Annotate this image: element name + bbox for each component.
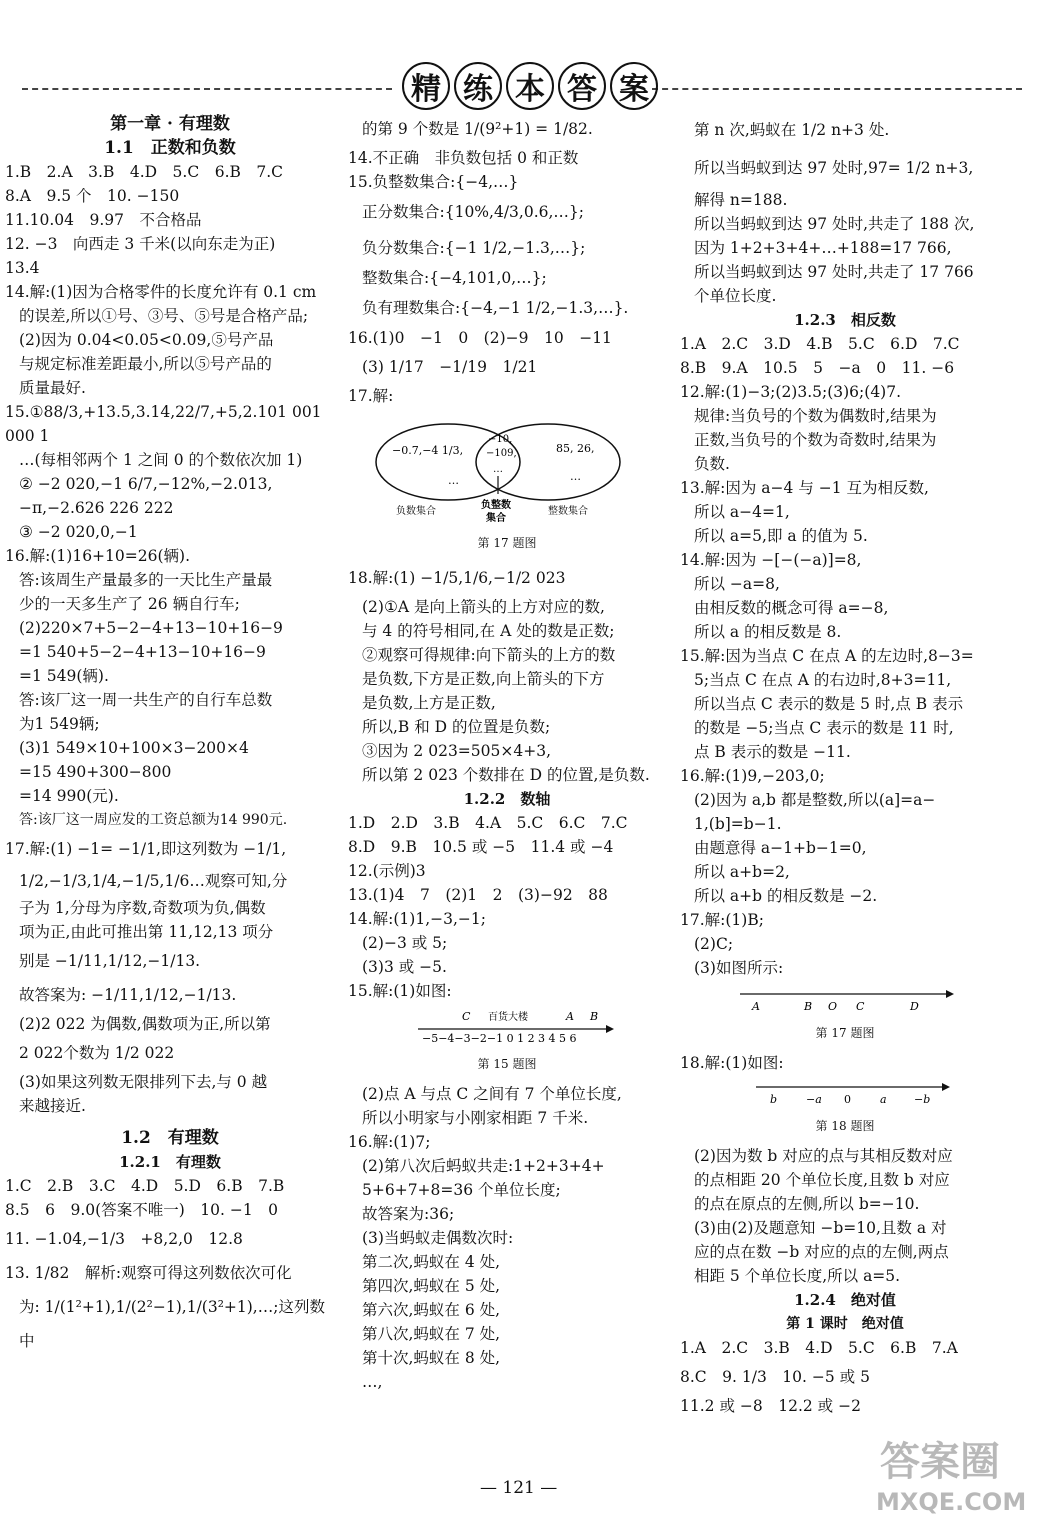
answer-line: 所以当点 C 表示的数是 5 时,点 B 表示 (694, 695, 964, 713)
answer-line: (3)3 或 −5. (362, 958, 447, 976)
answer-line: 规律:当负号的个数为偶数时,结果为 (694, 407, 937, 425)
venn-left-ellipsis: … (448, 474, 459, 487)
header-banner (22, 62, 1022, 108)
answer-line: 15.负整数集合:{−4,…} (348, 173, 519, 191)
column-left (5, 112, 335, 1358)
answer-line: 应的点在数 −b 对应的点的左侧,两点 (694, 1243, 949, 1261)
point-label-b: B (590, 1010, 599, 1023)
watermark-logo: 答案圈 (880, 1438, 1000, 1485)
banner-rule-left (22, 88, 392, 90)
answer-line: 整数集合:{−4,101,0,…}; (362, 269, 547, 287)
answer-line: 正数,当负号的个数为奇数时,结果为 (694, 431, 937, 449)
answer-line: 为1 549辆; (19, 715, 100, 733)
section-title: 1.1 正数和负数 (104, 138, 236, 158)
venn-right-ellipsis: … (570, 470, 581, 483)
answer-line: (2)①A 是向上箭头的上方对应的数, (362, 598, 605, 616)
answer-line: 与规定标准差距最小,所以⑤号产品的 (19, 355, 272, 373)
answer-line: 17.解: (348, 387, 394, 405)
answer-line: 16.解:(1)16+10=26(辆). (5, 547, 190, 565)
answer-line: 8.C 9. 1/3 10. −5 或 5 (680, 1368, 870, 1386)
answer-line: (3)由(2)及题意知 −b=10,且数 a 对 (694, 1219, 947, 1237)
answer-line: 所以 a−4=1, (694, 503, 790, 521)
answer-line: =1 549(辆). (19, 667, 109, 685)
venn-label-negint-2: 集合 (486, 513, 506, 524)
axis-arrow (606, 1025, 614, 1033)
answer-line: 15.①88/3,+13.5,3.14,22/7,+5,2.101 001 000 1 (5, 403, 327, 445)
banner-char: 案 (610, 62, 658, 110)
answer-line: 第 n 次,蚂蚁在 1/2 n+3 处. (694, 121, 890, 139)
answer-line: (3) 1/17 −1/19 1/21 (362, 358, 538, 376)
answer-line: (2)因为 a,b 都是整数,所以(a]=a− (694, 791, 936, 809)
point-label-o: O (828, 1000, 838, 1013)
answer-line: (2)C; (694, 935, 734, 953)
answer-line: (2)因为数 b 对应的点与其相反数对应 (694, 1147, 953, 1165)
answer-line: =14 990(元). (19, 787, 119, 805)
answer-line: 是负数,上方是正数, (362, 694, 496, 712)
banner-rule-right (652, 88, 1022, 90)
answer-line: 所以当蚂蚁到达 97 处时,共走了 17 766 (694, 263, 974, 281)
answer-line: (2)−3 或 5; (362, 934, 448, 952)
answer-line: 由题意得 a−1+b−1=0, (694, 839, 867, 857)
answer-line: 第八次,蚂蚁在 7 处, (362, 1325, 501, 1343)
point-label-c: C (462, 1010, 471, 1023)
chapter-title: 第一章 · 有理数 (110, 114, 230, 134)
number-line-figure (348, 1009, 666, 1076)
answer-line: 第四次,蚂蚁在 5 处, (362, 1277, 501, 1295)
venn-label-negative: 负数集合 (396, 506, 436, 517)
point-label-store: 百货大楼 (488, 1012, 528, 1023)
answer-line: 14.解:因为 −[−(−a)]=8, (680, 551, 862, 569)
tick-labels: −5−4−3−2−1 0 1 2 3 4 5 6 (422, 1032, 577, 1045)
answer-line: =15 490+300−800 (19, 763, 172, 781)
number-line-figure (680, 986, 1010, 1045)
answer-line: 所以当蚂蚁到达 97 处时,共走了 188 次, (694, 215, 975, 233)
answer-line: 项为正,由此可推出第 11,12,13 项分 (19, 923, 274, 941)
answer-line: 13. 1/82 解析:观察可得这列数依次可化 (5, 1264, 292, 1282)
answer-line: (3)当蚂蚁走偶数次时: (362, 1229, 514, 1247)
answer-line: 12.解:(1)−3;(2)3.5;(3)6;(4)7. (680, 383, 902, 401)
point-label-a: A (752, 1000, 760, 1013)
answer-line: 8.D 9.B 10.5 或 −5 11.4 或 −4 (348, 838, 614, 856)
answer-line: (3)如果这列数无限排列下去,与 0 越 (19, 1073, 268, 1091)
answer-line: ③ −2 020,0,−1 (19, 523, 138, 541)
answer-line: 的数是 −5;当点 C 表示的数是 11 时, (694, 719, 954, 737)
answer-line: 14.不正确 非负数包括 0 和正数 (348, 149, 579, 167)
axis-arrow (942, 1083, 950, 1091)
answer-line: 17.解:(1)B; (680, 911, 764, 929)
answer-line: (3)如图所示: (694, 959, 784, 977)
answer-line: 由相反数的概念可得 a=−8, (694, 599, 889, 617)
answer-line: 所以 −a=8, (694, 575, 780, 593)
figure-caption: 第 17 题图 (477, 536, 537, 550)
number-line-17 (680, 986, 980, 1014)
figure-caption: 第 15 题图 (477, 1057, 537, 1071)
venn-mid-text: −10, (488, 434, 513, 445)
axis-arrow (946, 990, 954, 998)
answer-line: 所以 a+b=2, (694, 863, 790, 881)
answer-line: 质量最好. (19, 379, 86, 397)
subsection-title: 1.2.3 相反数 (794, 311, 896, 329)
venn-label-negint: 负整数 (481, 500, 511, 511)
number-line-figure (680, 1081, 1010, 1138)
section-title: 1.2 有理数 (121, 1128, 219, 1148)
answer-line: 13.4 (5, 259, 40, 277)
answer-line: (2)2 022 为偶数,偶数项为正,所以第 (19, 1015, 271, 1033)
answer-line: ③因为 2 023=505×4+3, (362, 742, 551, 760)
answer-line: 子为 1,分母为序数,奇数项为负,偶数 (19, 899, 266, 917)
answer-line: 点 B 表示的数是 −11. (694, 743, 851, 761)
answer-line: …(每相邻两个 1 之间 0 的个数依次加 1) (19, 451, 303, 469)
subsection-title: 1.2.4 绝对值 (794, 1291, 896, 1309)
answer-line: 5+6+7+8=36 个单位长度; (362, 1181, 561, 1199)
answer-line: 1.D 2.D 3.B 4.A 5.C 6.C 7.C (348, 814, 628, 832)
number-line-15 (348, 1009, 648, 1045)
answer-line: 第二次,蚂蚁在 4 处, (362, 1253, 501, 1271)
subsection-title: 1.2.2 数轴 (463, 790, 551, 808)
point-label-b: b (770, 1093, 778, 1106)
venn-diagram-figure (348, 414, 666, 555)
answer-line: 的第 9 个数是 1/(9²+1) = 1/82. (362, 120, 593, 138)
banner-char: 本 (506, 62, 554, 110)
answer-line: −π,−2.626 226 222 (19, 499, 174, 517)
point-label-neg-a: −a (806, 1093, 822, 1106)
answer-line: 别是 −1/11,1/12,−1/13. (19, 952, 201, 970)
answer-line: 故答案为: −1/11,1/12,−1/13. (19, 986, 237, 1004)
column-middle (348, 112, 666, 1394)
answer-line: 11.10.04 9.97 不合格品 (5, 211, 202, 229)
answer-line: 所以 a+b 的相反数是 −2. (694, 887, 878, 905)
answer-line: ② −2 020,−1 6/7,−12%,−2.013, (19, 475, 273, 493)
answer-line: …, (362, 1373, 383, 1391)
point-label-c: C (856, 1000, 865, 1013)
banner-char: 答 (558, 62, 606, 110)
answer-line: 14.解:(1)因为合格零件的长度允许有 0.1 cm (5, 283, 317, 301)
venn-diagram (348, 414, 648, 524)
answer-line: 18.解:(1) −1/5,1/6,−1/2 023 (348, 569, 566, 587)
answer-line: 14.解:(1)1,−3,−1; (348, 910, 486, 928)
answer-line: 16.解:(1)7; (348, 1133, 431, 1151)
answer-line: ②观察可得规律:向下箭头的上方的数 (362, 646, 616, 664)
answer-line: 12.(示例)3 (348, 862, 426, 880)
answer-line: 15.解:因为当点 C 在点 A 的左边时,8−3= (680, 647, 974, 665)
answer-line: 所以当蚂蚁到达 97 处时,97= 1/2 n+3, (694, 159, 974, 177)
answer-line: 是负数,下方是正数,向上箭头的下方 (362, 670, 605, 688)
answer-line: 18.解:(1)如图: (680, 1054, 784, 1072)
number-line-18 (680, 1081, 980, 1107)
answer-line: (2)点 A 与点 C 之间有 7 个单位长度, (362, 1085, 622, 1103)
point-label-a: a (880, 1093, 887, 1106)
banner-title (402, 62, 658, 110)
answer-line: 相距 5 个单位长度,所以 a=5. (694, 1267, 901, 1285)
venn-right-text: 85, 26, (556, 442, 595, 455)
answer-line: 12. −3 向西走 3 千米(以向东走为正) (5, 235, 276, 253)
answer-line: (2)因为 0.04<0.05<0.09,⑤号产品 (19, 331, 274, 349)
answer-line: 15.解:(1)如图: (348, 982, 452, 1000)
figure-caption: 第 18 题图 (815, 1119, 875, 1133)
answer-line: 8.A 9.5 个 10. −150 (5, 187, 180, 205)
venn-label-integer: 整数集合 (548, 506, 588, 517)
answer-line: 17.解:(1) −1= −1/1,即这列数为 −1/1, (5, 840, 287, 858)
answer-line: 1/2,−1/3,1/4,−1/5,1/6…观察可知,分 (19, 872, 288, 890)
answer-line: 负有理数集合:{−4,−1 1/2,−1.3,…}. (362, 299, 629, 317)
answer-line: (2)第八次后蚂蚁共走:1+2+3+4+ (362, 1157, 605, 1175)
answer-line: 答:该厂这一周一共生产的自行车总数 (19, 691, 273, 709)
answer-line: 5;当点 C 在点 A 的右边时,8+3=11, (694, 671, 952, 689)
answer-line: 正分数集合:{10%,4/3,0.6,…}; (362, 203, 584, 221)
answer-line: 第十次,蚂蚁在 8 处, (362, 1349, 501, 1367)
answer-line: 因为 1+2+3+4+…+188=17 766, (694, 239, 952, 257)
subsection-title: 1.2.1 有理数 (119, 1153, 221, 1171)
answer-line: 来越接近. (19, 1097, 86, 1115)
answer-line: 1,(b]=b−1. (694, 815, 782, 833)
answer-line: 个单位长度. (694, 287, 777, 305)
lesson-title: 第 1 课时 绝对值 (786, 1316, 904, 1332)
column-right (680, 112, 1010, 1418)
answer-line: 所以,B 和 D 的位置是负数; (362, 718, 551, 736)
point-label-zero: 0 (844, 1093, 851, 1106)
answer-line: 13.(1)4 7 (2)1 2 (3)−92 88 (348, 886, 608, 904)
answer-line: 8.5 6 9.0(答案不唯一) 10. −1 0 (5, 1201, 279, 1219)
banner-char: 精 (402, 62, 450, 110)
watermark-site: MXQE.COM (876, 1488, 1027, 1516)
answer-line: 所以 a=5,即 a 的值为 5. (694, 527, 868, 545)
answer-line: 答:该周生产量最多的一天比生产量最 (19, 571, 273, 589)
answer-line: 答:该厂这一周应发的工资总额为14 990元. (19, 812, 288, 828)
figure-caption: 第 17 题图 (815, 1026, 875, 1040)
answer-line: 所以 a 的相反数是 8. (694, 623, 842, 641)
answer-line: 2 022个数为 1/2 022 (19, 1044, 175, 1062)
banner-char: 练 (454, 62, 502, 110)
point-label-b: B (804, 1000, 813, 1013)
answer-line: 1.B 2.A 3.B 4.D 5.C 6.B 7.C (5, 163, 284, 181)
answer-line: 的点在原点的左侧,所以 b=−10. (694, 1195, 920, 1213)
answer-line: 16.(1)0 −1 0 (2)−9 10 −11 (348, 329, 612, 347)
page-number: — 121 — (480, 1478, 558, 1498)
answer-line: 解得 n=188. (694, 191, 788, 209)
answer-line: 的点相距 20 个单位长度,且数 b 对应 (694, 1171, 950, 1189)
answer-line: 为: 1/(1²+1),1/(2²−1),1/(3²+1),…;这列数中 (19, 1298, 325, 1350)
answer-line: 11. −1.04,−1/3 +8,2,0 12.8 (5, 1230, 243, 1248)
answer-line: 的误差,所以①号、③号、⑤号是合格产品; (19, 307, 309, 325)
answer-line: 11.2 或 −8 12.2 或 −2 (680, 1397, 861, 1415)
answer-line: 负数. (694, 455, 730, 473)
answer-line: 所以第 2 023 个数排在 D 的位置,是负数. (362, 766, 650, 784)
answer-line: 与 4 的符号相同,在 A 处的数是正数; (362, 622, 615, 640)
answer-line: 13.解:因为 a−4 与 −1 互为相反数, (680, 479, 929, 497)
answer-line: (2)220×7+5−2−4+13−10+16−9 (19, 619, 283, 637)
answer-line: =1 540+5−2−4+13−10+16−9 (19, 643, 266, 661)
answer-line: 1.C 2.B 3.C 4.D 5.D 6.B 7.B (5, 1177, 285, 1195)
answer-line: 1.A 2.C 3.D 4.B 5.C 6.D 7.C (680, 335, 960, 353)
answer-line: 所以小明家与小刚家相距 7 千米. (362, 1109, 589, 1127)
answer-line: (3)1 549×10+100×3−200×4 (19, 739, 249, 757)
answer-line: 少的一天多生产了 26 辆自行车; (19, 595, 240, 613)
point-label-a: A (566, 1010, 574, 1023)
venn-mid-ellipsis: … (493, 464, 503, 475)
answer-line: 1.A 2.C 3.B 4.D 5.C 6.B 7.A (680, 1339, 958, 1357)
answer-line: 负分数集合:{−1 1/2,−1.3,…}; (362, 239, 586, 257)
point-label-neg-b: −b (914, 1093, 931, 1106)
point-label-d: D (910, 1000, 919, 1013)
answer-line: 8.B 9.A 10.5 5 −a 0 11. −6 (680, 359, 955, 377)
venn-mid-text: −109, (486, 448, 517, 459)
answer-line: 第六次,蚂蚁在 6 处, (362, 1301, 501, 1319)
answer-line: 故答案为:36; (362, 1205, 455, 1223)
venn-left-text: −0.7,−4 1/3, (392, 444, 464, 457)
answer-line: 16.解:(1)9,−203,0; (680, 767, 825, 785)
